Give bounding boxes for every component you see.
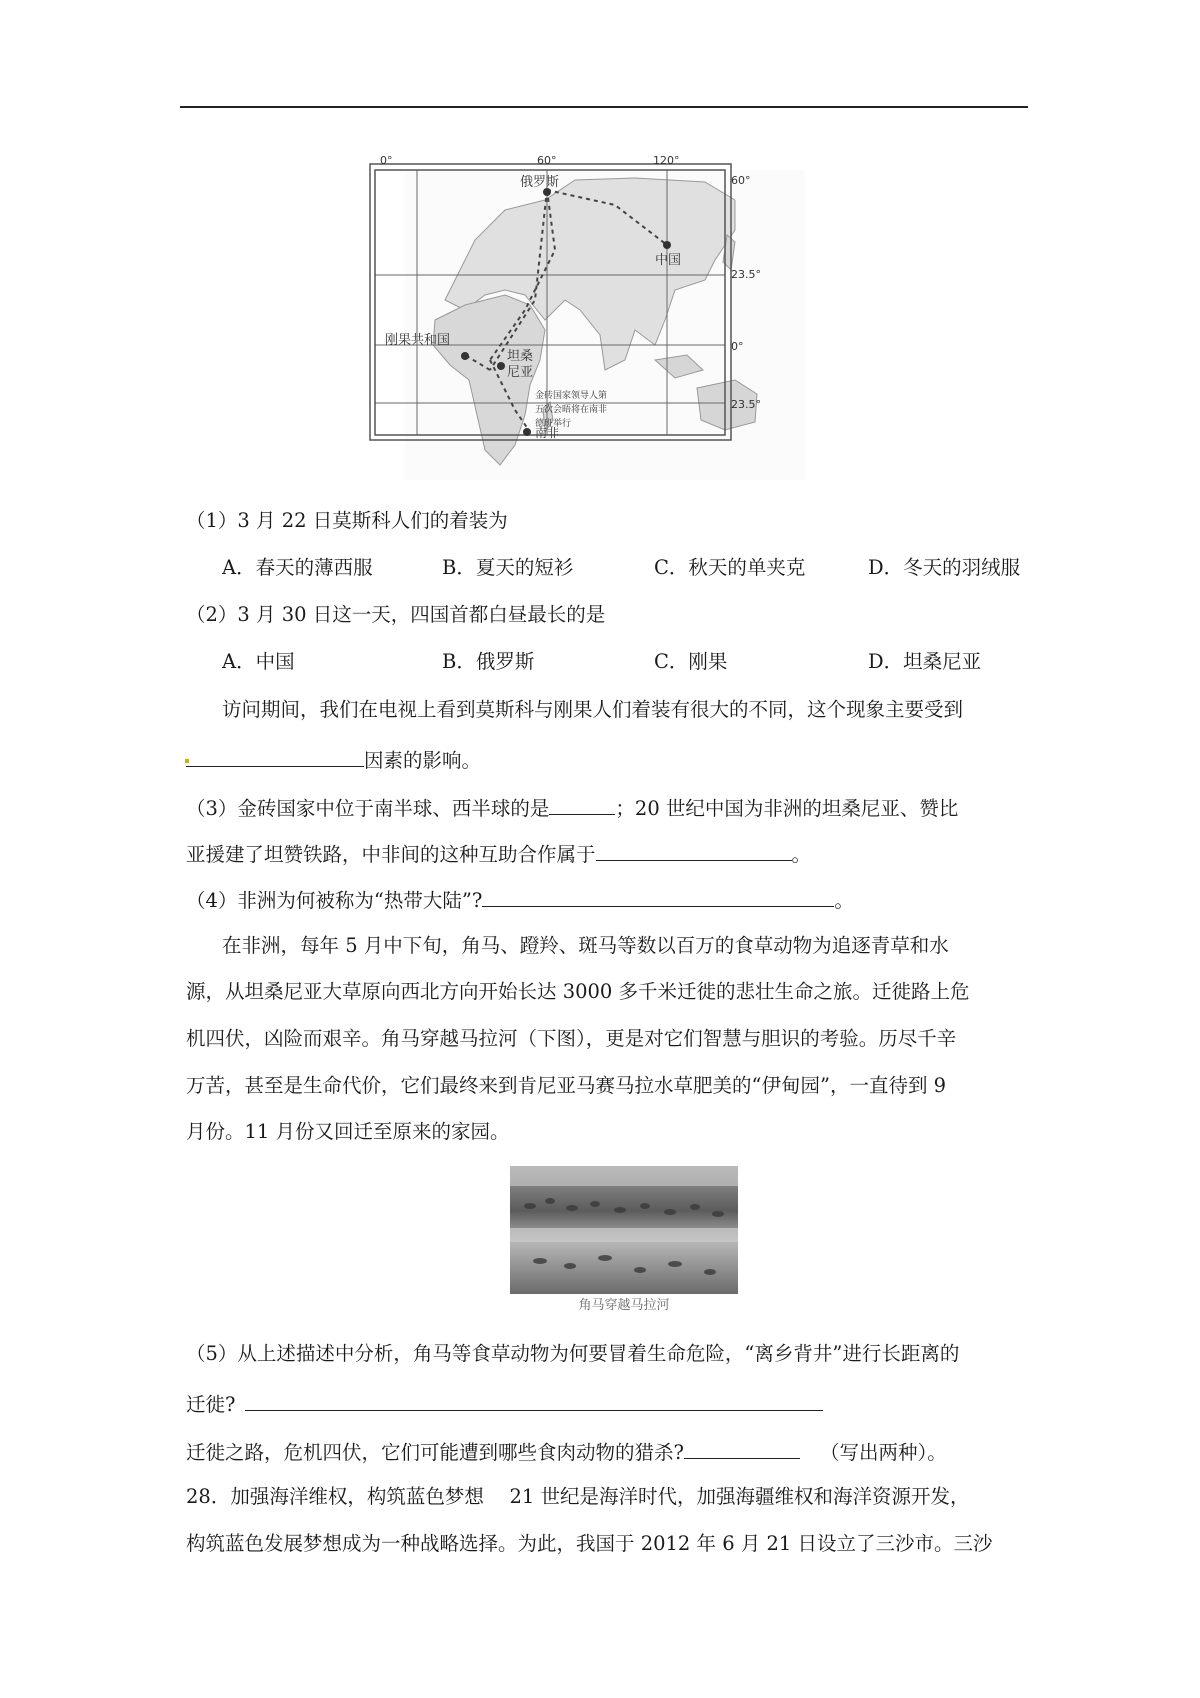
q1-option-d: D．冬天的羽绒服	[868, 556, 1021, 579]
label-russia: 俄罗斯	[520, 175, 560, 190]
q3-text-b: ；20 世纪中国为非洲的坦桑尼亚、赞比	[615, 797, 959, 820]
passage-line-3: 机四伏，凶险而艰辛。角马穿越马拉河（下图），更是对它们智慧与胆识的考验。历尽千辛	[186, 1027, 957, 1050]
lat-label-23s: 23.5°	[731, 398, 761, 411]
lat-label-0: 0°	[731, 340, 744, 353]
q5-text-b: 迁徙之路，危机四伏，它们可能遭到哪些食肉动物的猎杀?	[186, 1441, 684, 1464]
passage-line-2: 源，从坦桑尼亚大草原向西北方向开始长达 3000 多千米迁徙的悲壮生命之旅。迁徙路上危	[186, 980, 970, 1003]
question-3-line2	[186, 838, 811, 869]
lon-label-60: 60°	[537, 154, 557, 167]
q3-text-d: 。	[791, 843, 812, 866]
brics-map-figure	[380, 154, 805, 480]
passage-line-5: 月份。11 月份又回迁至原来的家园。	[186, 1120, 510, 1143]
label-tanzania-2: 尼亚	[507, 365, 534, 380]
q1-option-a: A．春天的薄西服	[222, 556, 373, 579]
answer-blank-q5b[interactable]	[684, 1436, 800, 1459]
q4-end: 。	[834, 889, 854, 912]
question-28-line2: 构筑蓝色发展梦想成为一种战略选择。为此，我国于 2012 年 6 月 21 日设立了三沙市。三沙	[186, 1532, 993, 1555]
question-4	[186, 884, 854, 915]
question-5-line1: （5）从上述描述中分析，角马等食草动物为何要冒着生命危险，“离乡背井”进行长距离的	[186, 1342, 960, 1365]
header-rule	[180, 106, 1028, 108]
q2-option-a: A．中国	[222, 650, 295, 673]
label-congo: 刚果共和国	[385, 333, 451, 348]
q2-option-d: D．坦桑尼亚	[868, 650, 982, 673]
q5-text-a: 迁徙?	[186, 1393, 236, 1416]
q2-option-c: C．刚果	[654, 650, 728, 673]
q2-option-b: B．俄罗斯	[442, 650, 535, 673]
question-28-line1: 28．加强海洋维权，构筑蓝色梦想 21 世纪是海洋时代，加强海疆维权和海洋资源开发，	[186, 1485, 970, 1508]
question-3-line1	[186, 792, 958, 823]
label-china: 中国	[655, 253, 682, 268]
lon-label-120: 120°	[653, 154, 680, 167]
photo-caption: 角马穿越马拉河	[578, 1298, 670, 1313]
lat-label-23n: 23.5°	[731, 268, 761, 281]
label-south-africa: 南非	[535, 426, 560, 440]
answer-blank-q4[interactable]	[482, 884, 834, 907]
visit-paragraph-line1: 访问期间，我们在电视上看到莫斯科与刚果人们着装有很大的不同，这个现象主要受到	[222, 698, 964, 721]
visit-line2-tail: 因素的影响。	[364, 749, 482, 772]
q1-option-b: B．夏天的短衫	[442, 556, 574, 579]
lon-label-0: 0°	[380, 154, 393, 167]
q5-text-c: （写出两种）。	[819, 1441, 947, 1464]
answer-blank-q3a[interactable]	[549, 792, 615, 815]
map-note-2: 五次会晤将在南非	[535, 405, 608, 415]
question-2-stem: （2）3 月 30 日这一天，四国首都白昼最长的是	[186, 603, 606, 626]
question-5-line3	[186, 1436, 947, 1467]
label-tanzania-1: 坦桑	[507, 349, 534, 364]
map-note-1: 金砖国家领导人第	[535, 391, 608, 401]
q4-stem: （4）非洲为何被称为“热带大陆”?	[186, 889, 483, 912]
q3-text-a: （3）金砖国家中位于南半球、西半球的是	[186, 797, 550, 820]
q3-text-c: 亚援建了坦赞铁路，中非间的这种互助合作属于	[186, 843, 596, 866]
answer-blank-q5a[interactable]	[245, 1388, 823, 1411]
question-5-line2	[186, 1388, 823, 1419]
visit-paragraph-line2	[186, 744, 481, 775]
question-1-stem: （1）3 月 22 日莫斯科人们的着装为	[186, 509, 508, 532]
world-map	[380, 154, 805, 480]
wildebeest-photo	[510, 1166, 738, 1294]
answer-blank-factor[interactable]	[186, 744, 364, 767]
q1-option-c: C．秋天的单夹克	[654, 556, 806, 579]
passage-line-4: 万苦，甚至是生命代价，它们最终来到肯尼亚马赛马拉水草肥美的“伊甸园”，一直待到 9	[186, 1074, 947, 1097]
map-note-3: 德班举行	[535, 419, 572, 429]
answer-blank-q3b[interactable]	[596, 838, 792, 861]
passage-line-1: 在非洲，每年 5 月中下旬，角马、蹬羚、斑马等数以百万的食草动物为追逐青草和水	[222, 934, 949, 957]
lat-label-60: 60°	[731, 174, 751, 187]
wildebeest-photo-figure	[510, 1166, 738, 1312]
